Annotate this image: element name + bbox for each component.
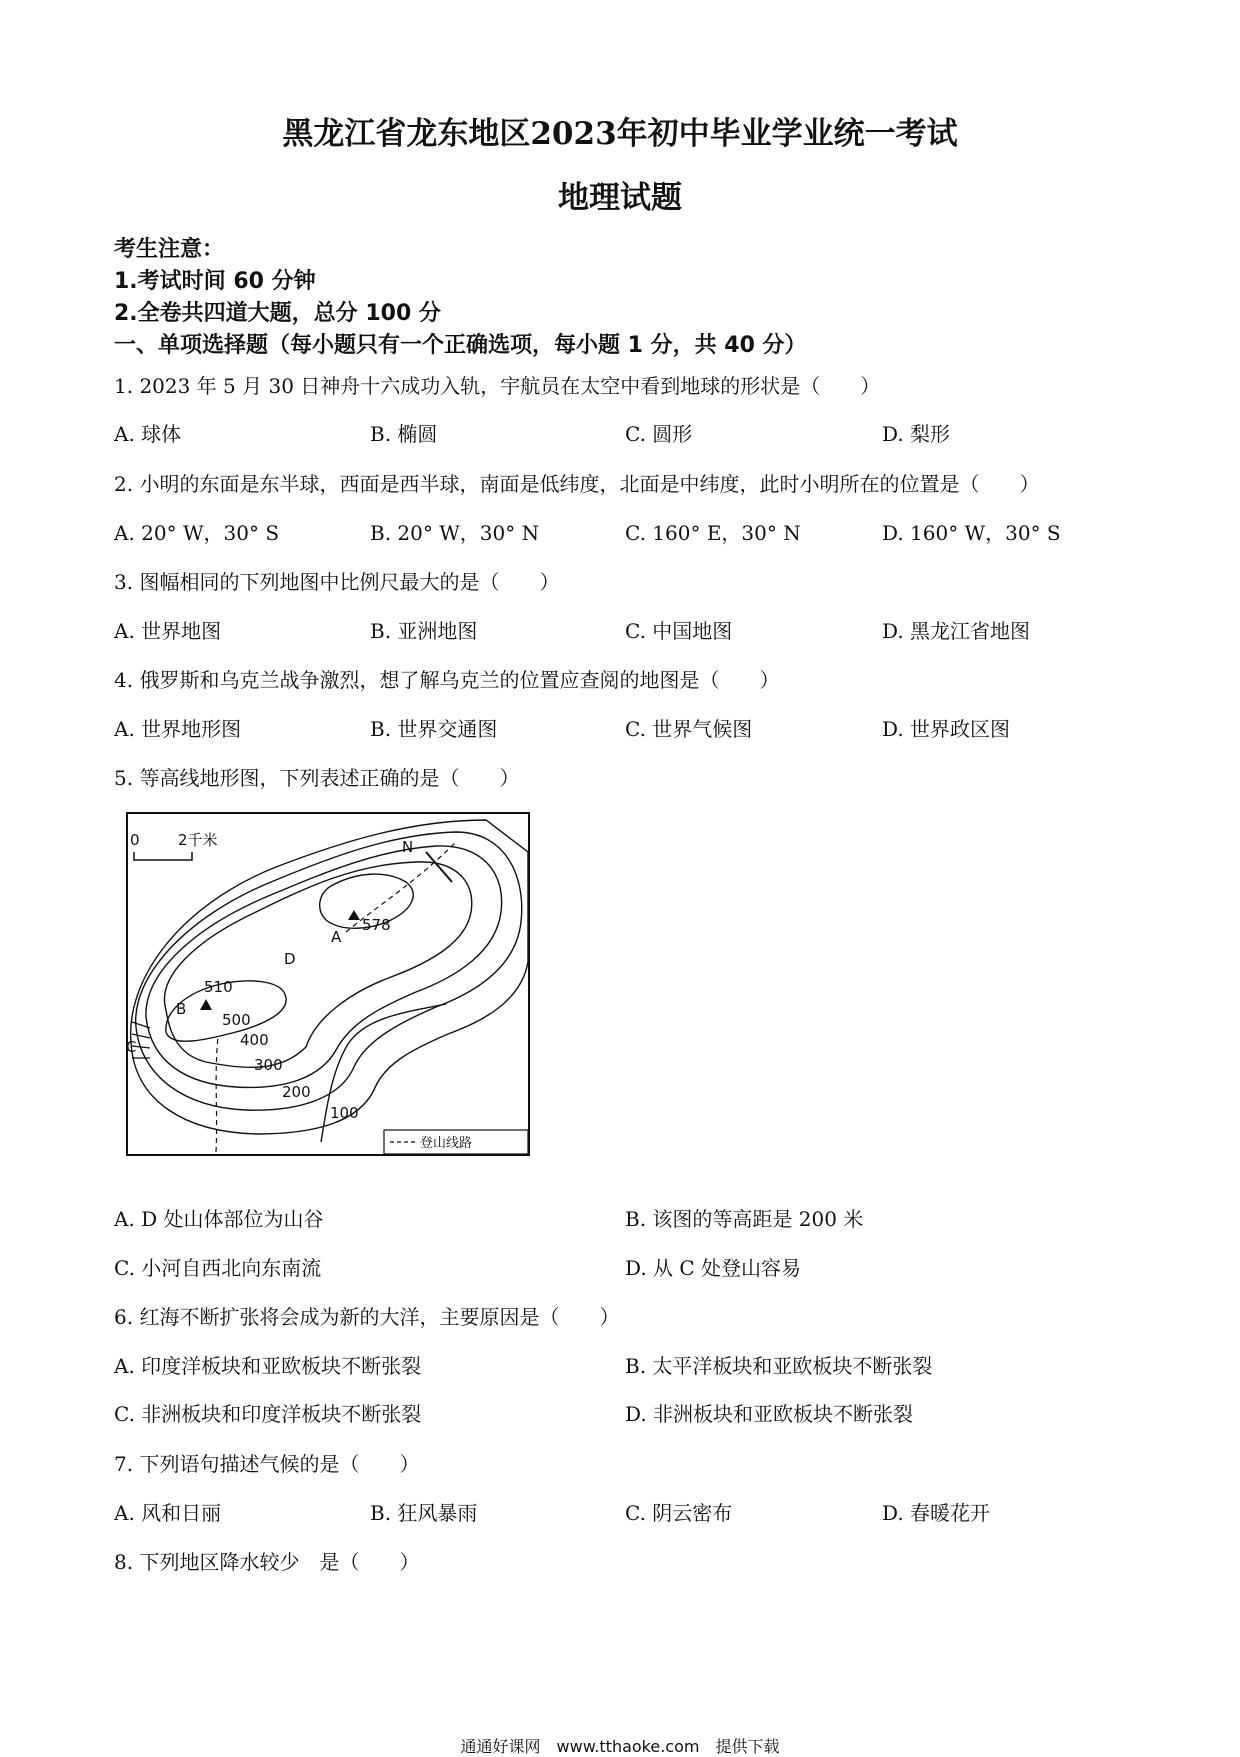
option: D. 160° W，30° S: [882, 521, 1061, 545]
notice-item: 1.考试时间 60 分钟: [114, 269, 316, 294]
peak-a-label: A: [331, 928, 342, 946]
option: B. 亚洲地图: [370, 619, 478, 643]
option: C. 世界气候图: [625, 717, 753, 741]
footer-text: 通通好课网 www.tthaoke.com 提供下载: [460, 1737, 780, 1756]
option: B. 狂风暴雨: [370, 1501, 478, 1525]
peak-b-height: 510: [204, 978, 233, 996]
contour-map: [126, 812, 530, 1156]
contour-value: 300: [254, 1056, 283, 1074]
option: B. 太平洋板块和亚欧板块不断张裂: [625, 1354, 933, 1378]
question-stem: 7. 下列语句描述气候的是（ ）: [114, 1452, 420, 1476]
contour-value: 200: [282, 1083, 311, 1101]
option: B. 世界交通图: [370, 717, 498, 741]
option: C. 小河自西北向东南流: [114, 1256, 322, 1280]
notice-heading: 考生注意：: [114, 237, 225, 262]
option: C. 阴云密布: [625, 1501, 733, 1525]
option: C. 160° E，30° N: [625, 521, 801, 545]
option: C. 非洲板块和印度洋板块不断张裂: [114, 1402, 422, 1426]
legend-label: 登山线路: [420, 1136, 473, 1151]
contour-value: 500: [222, 1011, 251, 1029]
peak-b-label: B: [176, 1000, 187, 1018]
option: D. 黑龙江省地图: [882, 619, 1031, 643]
option: A. 印度洋板块和亚欧板块不断张裂: [114, 1354, 422, 1378]
option: C. 中国地图: [625, 619, 733, 643]
option: B. 椭圆: [370, 422, 438, 446]
option: D. 非洲板块和亚欧板块不断张裂: [625, 1402, 914, 1426]
point-c-label: C: [126, 1038, 137, 1056]
question-stem: 1. 2023 年 5 月 30 日神舟十六成功入轨，宇航员在太空中看到地球的形状是（ ）: [114, 374, 881, 398]
exam-subtitle: 地理试题: [558, 180, 682, 216]
peak-a-height: 578: [362, 916, 391, 934]
contour-value: 400: [240, 1031, 269, 1049]
question-stem: 5. 等高线地形图，下列表述正确的是（ ）: [114, 766, 520, 790]
question-stem: 6. 红海不断扩张将会成为新的大洋，主要原因是（ ）: [114, 1305, 620, 1329]
option: B. 该图的等高距是 200 米: [625, 1207, 864, 1231]
notice-item: 2.全卷共四道大题，总分 100 分: [114, 301, 441, 326]
option: A. 球体: [114, 422, 182, 446]
scale-zero: 0: [130, 831, 140, 849]
section-heading: 一、单项选择题（每小题只有一个正确选项，每小题 1 分，共 40 分）: [114, 333, 807, 358]
option: A. 风和日丽: [114, 1501, 222, 1525]
option: D. 梨形: [882, 422, 951, 446]
point-d-label: D: [284, 950, 296, 968]
question-stem: 4. 俄罗斯和乌克兰战争激烈，想了解乌克兰的位置应查阅的地图是（ ）: [114, 668, 780, 692]
question-stem: 2. 小明的东面是东半球，西面是西半球，南面是低纬度，北面是中纬度，此时小明所在的位置是（ ）: [114, 472, 1040, 496]
scale-label: 2千米: [178, 831, 218, 849]
option: B. 20° W，30° N: [370, 521, 540, 545]
question-stem: 8. 下列地区降水较少 是（ ）: [114, 1550, 420, 1574]
option: A. 世界地形图: [114, 717, 242, 741]
option: D. 从 C 处登山容易: [625, 1256, 802, 1280]
option: C. 圆形: [625, 422, 693, 446]
question-stem: 3. 图幅相同的下列地图中比例尺最大的是（ ）: [114, 570, 560, 594]
north-label: N: [402, 838, 414, 856]
option: A. 20° W，30° S: [114, 521, 280, 545]
option: D. 春暖花开: [882, 1501, 991, 1525]
option: A. 世界地图: [114, 619, 222, 643]
option: A. D 处山体部位为山谷: [114, 1207, 324, 1231]
contour-value: 100: [330, 1104, 359, 1122]
exam-title: 黑龙江省龙东地区2023年初中毕业学业统一考试: [282, 116, 958, 152]
option: D. 世界政区图: [882, 717, 1011, 741]
